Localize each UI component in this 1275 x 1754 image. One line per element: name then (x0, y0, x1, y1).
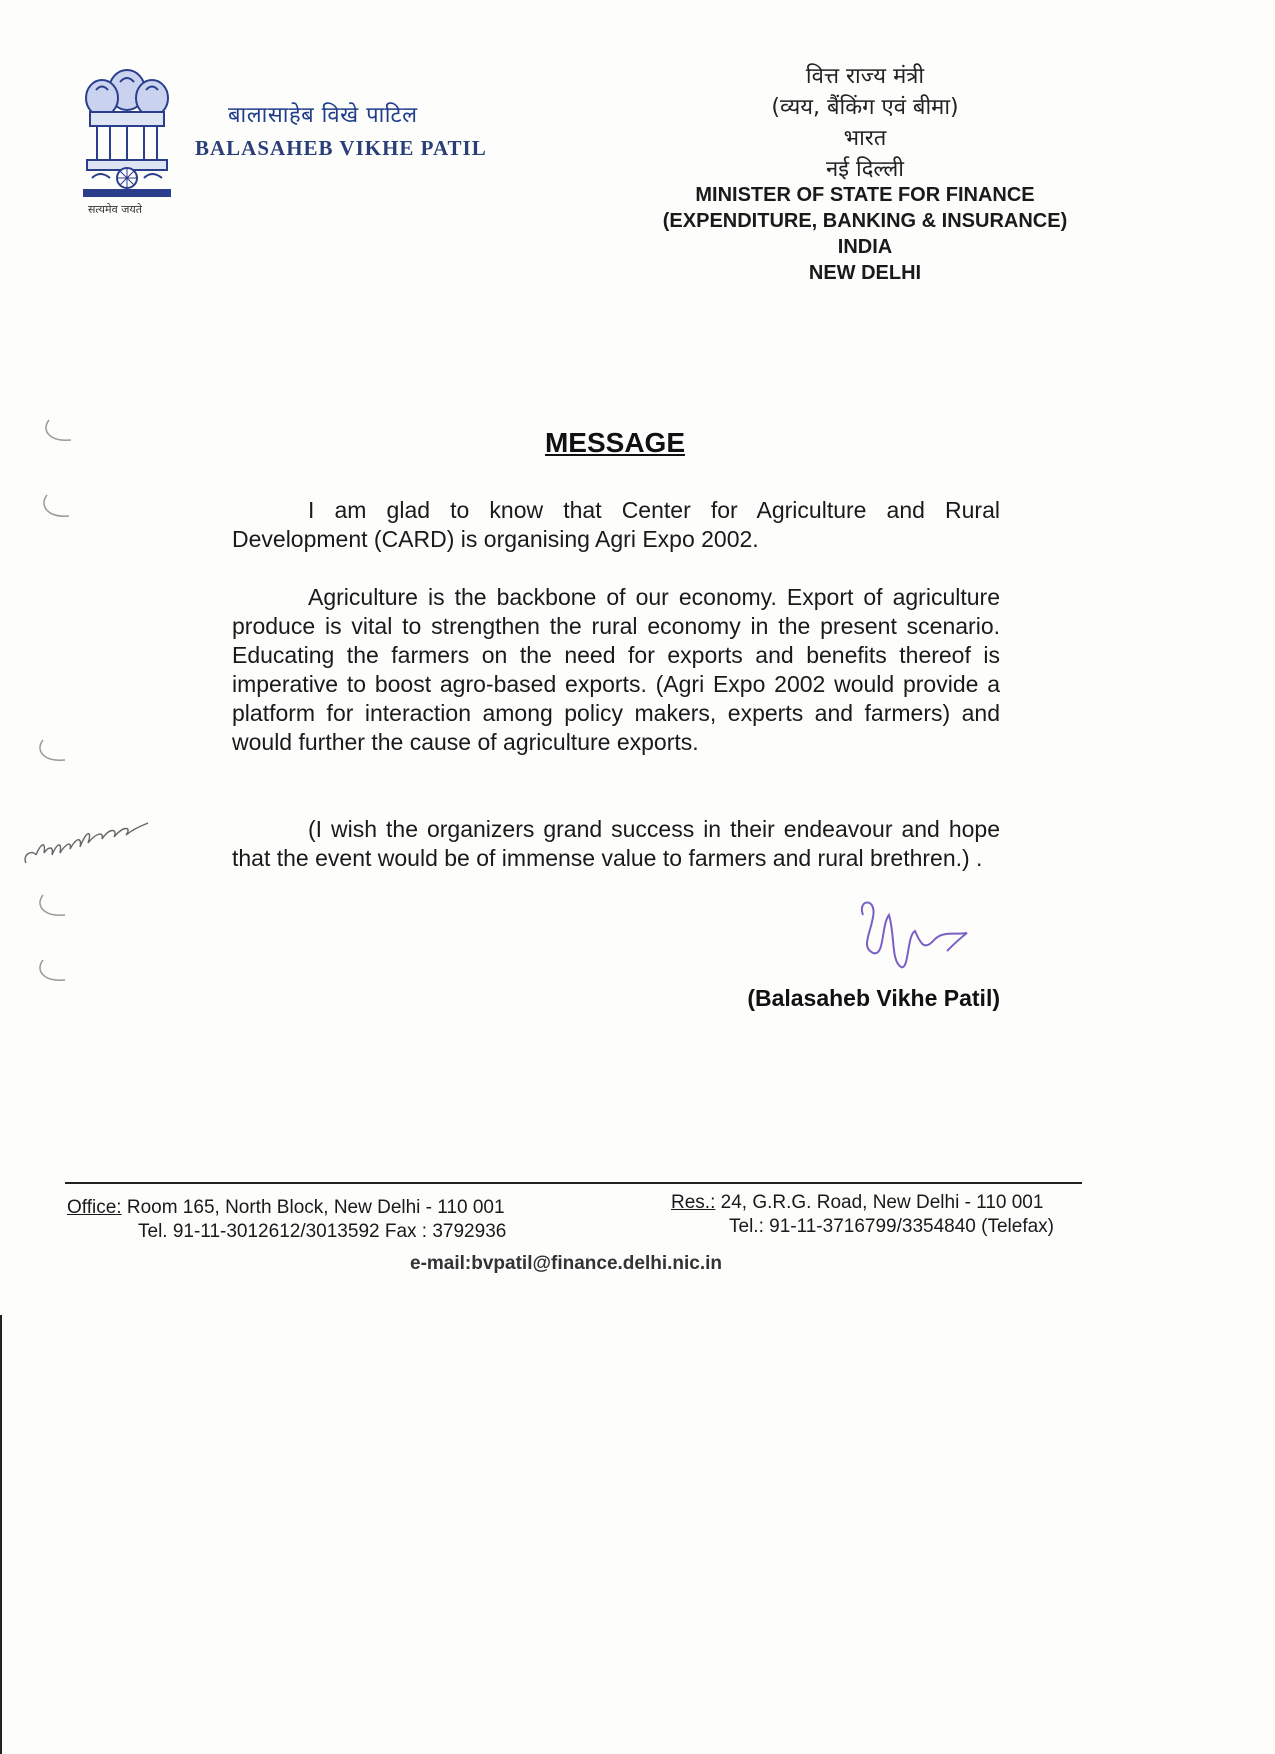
office-block (67, 1196, 505, 1220)
title-english-line: (EXPENDITURE, BANKING & INSURANCE) (662, 210, 1068, 232)
title-english-line: MINISTER OF STATE FOR FINANCE (695, 184, 1035, 206)
footer-rule (65, 1182, 1082, 1184)
residence-phone: Tel.: 91-11-3716799/3354840 (Telefax) (729, 1216, 1054, 1237)
title-hindi-line: वित्त राज्य मंत्री (805, 64, 925, 89)
office-phone: Tel. 91-11-3012612/3013592 Fax : 3792936 (138, 1221, 507, 1242)
message-paragraph: (I wish the organizers grand success in their endeavour and hope that the event would be of immense value to farmers and rural brethren.) . (232, 816, 1000, 871)
margin-marks (35, 400, 95, 1000)
name-english: BALASAHEB VIKHE PATIL (195, 136, 487, 160)
office-address: Room 165, North Block, New Delhi - 110 001 (126, 1197, 505, 1218)
title-hindi-line: नई दिल्ली (826, 157, 904, 182)
residence-address: 24, G.R.G. Road, New Delhi - 110 001 (720, 1192, 1044, 1213)
message-heading: MESSAGE (544, 427, 686, 458)
title-english-line: INDIA (837, 236, 893, 258)
name-hindi: बालासाहेब विखे पाटिल (228, 103, 418, 128)
message-paragraph: Agriculture is the backbone of our economy. Export of agriculture produce is vital to strengthen the rural economy in the present scenario. Educating the farmers on the need for exports and benefits thereof is imperative to boost agro-based exports. (Agri Expo 2002 would provide a platform for interaction among policy makers, experts and farmers) and would further the cause of agriculture exports. (232, 584, 1000, 755)
title-english-line: NEW DELHI (808, 262, 922, 284)
scan-edge (0, 1315, 2, 1754)
signatory-name: (Balasaheb Vikhe Patil) (747, 985, 1000, 1011)
title-hindi-line: (व्यय, बैंकिंग एवं बीमा) (771, 95, 959, 120)
signature-scribble (855, 895, 985, 975)
residence-block (671, 1191, 1043, 1215)
email-address: e-mail:bvpatil@finance.delhi.nic.in (410, 1253, 723, 1274)
message-paragraph: I am glad to know that Center for Agriculture and Rural Development (CARD) is organising Agri Expo 2002. (232, 497, 1000, 552)
title-hindi-line: भारत (843, 126, 887, 151)
residence-label: Res.: (671, 1192, 716, 1213)
emblem-motto: सत्यमेव जयते (88, 203, 143, 216)
national-emblem-icon (72, 60, 182, 220)
office-label: Office: (67, 1197, 122, 1218)
